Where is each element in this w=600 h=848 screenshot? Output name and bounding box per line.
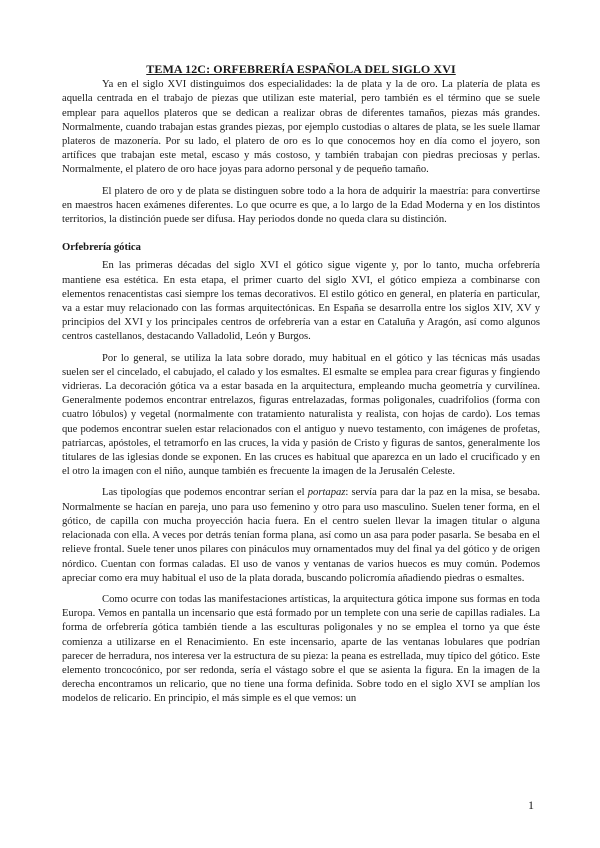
section-paragraph-3: Como ocurre con todas las manifestaciones artísticas, la arquitectura gótica impone sus formas en toda Europa. Vemos en pantalla un incensario que está formado por un templete con una serie de capillas radiales. La forma de orfebrería gótica también tiende a las esculturas poligonales y no se emplea el torno ya que éste comienza a utilizarse en el Renacimiento. En este incensario, aparte de las ventanas lobulares que podrían parecer de herradura, nos interesa ver la estructura de su pieza: la peana es estrellada, muy típico del gótico. Este elemento troncocónico, por ser redonda, sería el vástago sobre el que se asienta la figura. En la imagen de la derecha encontramos un relicario, que no tiene una forma definida. Sobre todo en el siglo XVI se amplían los modelos de relicario. En principio, el más simple es el que vemos: un	[62, 593, 540, 705]
document-page	[62, 62, 540, 707]
section-heading: Orfebrería gótica	[62, 242, 141, 254]
portapaz-text-after: : servía para dar la paz en la misa, se besaba. Normalmente se hacían en pareja, uno para uso femenino y otro para uso masculino. Suelen tener forma, en el gótico, de capilla con mucha proyección hacia fuera. En el centro suelen llevar la imagen titular o alguna relacionada con ella. A veces por detrás tenían forma plana, así como un asa para poder pasarla. Se besaba en el relieve frontal. Suele tener unos pilares con pináculos muy ornamentados muy del final ya del gótico y de origen nórdico. Cuentan con formas caladas. El uso de vanos y ventanas de varios huecos es muy común. Podemos apreciar como era muy habitual el uso de la plata dorada, buscando policromía añadiendo piedras o esmaltes.	[62, 487, 541, 584]
portapaz-paragraph	[62, 486, 540, 585]
portapaz-term: portapaz	[307, 487, 346, 499]
section-paragraph-1: En las primeras décadas del siglo XVI el gótico sigue vigente y, por lo tanto, mucha orfebrería mantiene esa estética. En esta etapa, el primer cuarto del siglo XVI, el gótico empieza a combinarse con elementos renacentistas casi siempre los temas decorativos. El estilo gótico en general, en platería en particular, va a estar muy relacionado con las formas arquitectónicas. En España se desarrolla entre los siglos XIV, XV y principios del XVI y los principales centros de orfebrería van a estar en Cataluña y Aragón, así como algunos centros castellanos, destacando Valladolid, León y Burgos.	[62, 260, 540, 343]
page-title: TEMA 12C: ORFEBRERÍA ESPAÑOLA DEL SIGLO XVI	[146, 62, 456, 76]
page-number: 1	[528, 798, 534, 812]
intro-paragraph-1: Ya en el siglo XVI distinguimos dos especialidades: la de plata y la de oro. La platería de plata es aquella centrada en el trabajo de piezas que utilizan este material, pero también es el término que se suele emplear para aquellos plateros que se dedican a realizar obras de diferentes tamaños, piezas más grandes. Normalmente, cuando trabajan estas grandes piezas, por ejemplo custodias o altares de plata, se les suele llamar plateros de mazonería. Por su lado, el platero de oro es lo que conocemos hoy en día como el joyero, son artífices que trabajan este metal, escaso y más costoso, y también trabajan con piedras preciosas y perlas. Normalmente, el platero de oro hace joyas para adorno personal y de pequeño tamaño.	[62, 79, 540, 176]
portapaz-text-before: Las tipologías que podemos encontrar serían el	[102, 487, 308, 499]
intro-paragraph-2: El platero de oro y de plata se distinguen sobre todo a la hora de adquirir la maestría: para convertirse en maestros hacen exámenes diferentes. Lo que ocurre es que, a lo largo de la Edad Moderna y en los distintos territorios, la distinción puede ser difusa. Hay periodos donde no queda clara su distinción.	[62, 185, 540, 226]
section-paragraph-2: Por lo general, se utiliza la lata sobre dorado, muy habitual en el gótico y las técnicas más usadas suelen ser el cincelado, el cabujado, el calado y los esmaltes. El esmalte se emplea para crear figuras y fingiendo vidrieras. La decoración gótica va a estar basada en la arquitectura, empleando mucha geometría y curvilínea. Generalmente podemos encontrar entrelazos, figuras entrelazadas, formas poligonales, cuadrifolios (forma con cuatro lóbulos) y vegetal (normalmente con tratamiento naturalista y realista, con hojas de cardo). Los temas que podemos encontrar suelen estar relacionados con el antiguo y nuevo testamento, con imágenes de profetas, patriarcas, apóstoles, el tetramorfo en las cruces, la vida y pasión de Cristo y figuras de santos, generalmente los titulares de las iglesias donde se exponen. En las cruces es habitual que aparezca en un lado el crucificado y en el otro la imagen con el niño, aunque también es frecuente la imagen de la Jerusalén Celeste.	[62, 352, 540, 478]
